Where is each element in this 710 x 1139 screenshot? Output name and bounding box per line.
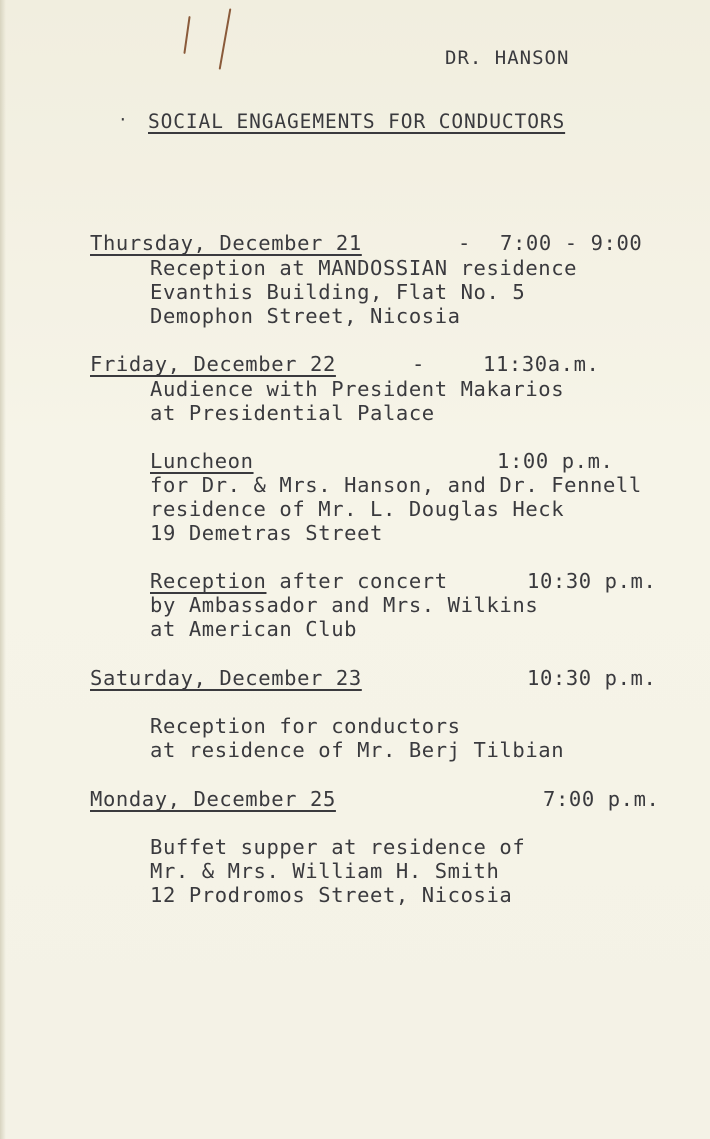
event-line: Evanthis Building, Flat No. 5: [150, 280, 526, 304]
event-line: residence of Mr. L. Douglas Heck: [150, 497, 565, 521]
document-title: SOCIAL ENGAGEMENTS FOR CONDUCTORS: [148, 110, 566, 133]
event-dash: -: [412, 352, 425, 376]
event-line: for Dr. & Mrs. Hanson, and Dr. Fennell: [150, 473, 642, 497]
event-line: at residence of Mr. Berj Tilbian: [150, 738, 565, 762]
sub-event-heading-rest: after concert: [266, 569, 448, 593]
event-line: by Ambassador and Mrs. Wilkins: [150, 593, 539, 617]
event-line: at American Club: [150, 617, 358, 641]
sub-event-heading: Luncheon: [150, 449, 254, 473]
event-line: Mr. & Mrs. William H. Smith: [150, 859, 500, 883]
event-time: 11:30a.m.: [483, 352, 600, 376]
event-line: 12 Prodromos Street, Nicosia: [150, 883, 513, 907]
event-day: Monday, December 25: [90, 787, 336, 811]
recipient-name: DR. HANSON: [445, 47, 570, 69]
event-line: Reception at MANDOSSIAN residence: [150, 256, 578, 280]
event-line: Demophon Street, Nicosia: [150, 304, 461, 328]
event-dash: -: [458, 231, 471, 255]
event-time: 7:00 p.m.: [543, 787, 660, 811]
event-time: 10:30 p.m.: [527, 666, 657, 690]
pencil-mark: [183, 16, 190, 54]
event-line: 19 Demetras Street: [150, 521, 383, 545]
sub-event-time: 1:00 p.m.: [497, 449, 614, 473]
bullet-mark: ·: [118, 110, 129, 129]
sub-event-heading-line: [150, 569, 448, 593]
event-day: Friday, December 22: [90, 352, 336, 376]
event-line: Buffet supper at residence of: [150, 835, 526, 859]
event-day: Thursday, December 21: [90, 231, 362, 255]
event-time: 7:00 - 9:00: [500, 231, 643, 255]
sub-event-heading: Reception: [150, 569, 267, 593]
event-line: Audience with President Makarios: [150, 377, 565, 401]
event-line: at Presidential Palace: [150, 401, 435, 425]
sub-event-time: 10:30 p.m.: [527, 569, 657, 593]
event-day: Saturday, December 23: [90, 666, 362, 690]
pencil-mark: [219, 8, 232, 69]
event-line: Reception for conductors: [150, 714, 461, 738]
page-edge-shadow: [0, 0, 6, 1139]
